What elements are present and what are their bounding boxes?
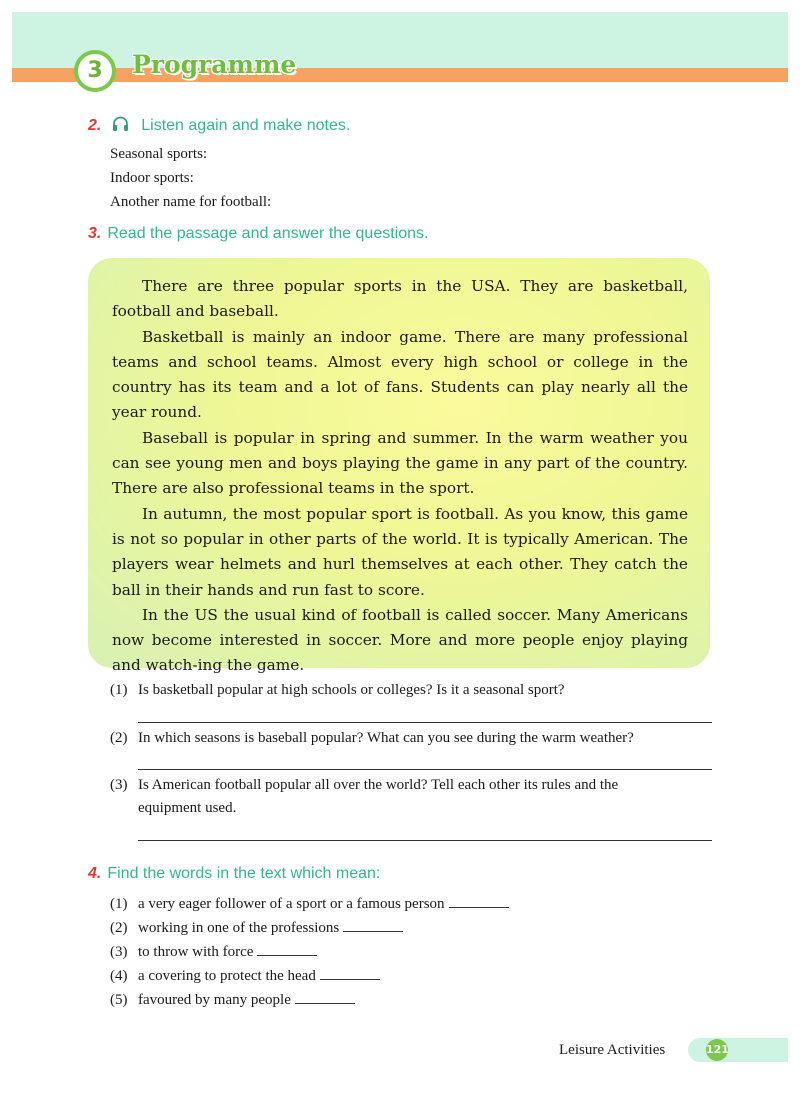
note-football-name: Another name for football: bbox=[110, 194, 272, 210]
exercise-4-heading bbox=[88, 865, 380, 883]
footer-pill bbox=[688, 1038, 788, 1062]
question-1 bbox=[110, 679, 670, 702]
footer-section-label: Leisure Activities bbox=[559, 1042, 666, 1058]
word-item-1-text: a very eager follower of a sport or a famous person bbox=[138, 896, 445, 912]
exercise-2-instruction: Listen again and make notes. bbox=[141, 117, 351, 134]
note-seasonal-sports: Seasonal sports: bbox=[110, 146, 208, 162]
passage-text bbox=[112, 274, 688, 679]
word-blank-1[interactable] bbox=[449, 893, 509, 908]
word-item-3-number: (3) bbox=[110, 944, 128, 960]
word-blank-4[interactable] bbox=[320, 965, 380, 980]
question-1-number: (1) bbox=[110, 682, 128, 698]
unit-title: Programme bbox=[132, 50, 297, 79]
note-indoor-sports: Indoor sports: bbox=[110, 170, 194, 186]
headphones-icon bbox=[112, 116, 129, 132]
word-item-2 bbox=[110, 917, 403, 938]
question-2 bbox=[110, 727, 670, 750]
word-item-3-text: to throw with force bbox=[138, 944, 254, 960]
exercise-4-instruction: Find the words in the text which mean: bbox=[107, 865, 381, 882]
word-item-1-number: (1) bbox=[110, 896, 128, 912]
passage-paragraph: There are three popular sports in the USA. They are basketball, football and baseball. bbox=[112, 277, 688, 321]
exercise-3-instruction: Read the passage and answer the questions. bbox=[107, 225, 429, 242]
passage-paragraph: Baseball is popular in spring and summer. In the warm weather you can see young men and boys playing the game in any part of the country. There are also professional teams in the sport. bbox=[112, 428, 688, 498]
exercise-3-heading bbox=[88, 225, 428, 243]
passage-paragraph: In autumn, the most popular sport is football. As you know, this game is not so popular in other parts of the world. It is typically American. The players wear helmets and hurl themselves at each other. They catch the ball in their hands and run fast to score. bbox=[112, 504, 688, 599]
question-3-text: Is American football popular all over the world? Tell each other its rules and the equipment used. bbox=[138, 777, 619, 816]
word-item-2-text: working in one of the professions bbox=[138, 920, 340, 936]
question-2-number: (2) bbox=[110, 730, 128, 746]
passage-paragraph: In the US the usual kind of football is called soccer. Many Americans now become interested in soccer. More and more people enjoy playing and watch-ing the game. bbox=[112, 605, 688, 675]
answer-line-1[interactable] bbox=[138, 722, 712, 723]
question-2-text: In which seasons is baseball popular? What can you see during the warm weather? bbox=[138, 730, 634, 746]
question-3-number: (3) bbox=[110, 777, 128, 793]
word-blank-3[interactable] bbox=[257, 941, 317, 956]
word-item-4-text: a covering to protect the head bbox=[138, 968, 316, 984]
question-1-text: Is basketball popular at high schools or colleges? Is it a seasonal sport? bbox=[138, 682, 565, 698]
page-number-badge: 121 bbox=[706, 1039, 728, 1061]
passage-box bbox=[88, 258, 710, 675]
word-item-5-number: (5) bbox=[110, 992, 128, 1008]
header-band bbox=[12, 12, 788, 70]
word-item-5 bbox=[110, 989, 355, 1010]
question-3 bbox=[110, 774, 670, 820]
word-item-5-text: favoured by many people bbox=[138, 992, 291, 1008]
word-item-4 bbox=[110, 965, 380, 986]
unit-number-badge: 3 bbox=[74, 50, 116, 92]
exercise-4-number: 4. bbox=[88, 865, 102, 882]
exercise-3-number: 3. bbox=[88, 225, 102, 242]
word-blank-5[interactable] bbox=[295, 989, 355, 1004]
word-item-2-number: (2) bbox=[110, 920, 128, 936]
word-item-1 bbox=[110, 893, 509, 914]
answer-line-2[interactable] bbox=[138, 769, 712, 770]
word-blank-2[interactable] bbox=[343, 917, 403, 932]
exercise-2-number: 2. bbox=[88, 117, 102, 134]
word-item-3 bbox=[110, 941, 317, 962]
answer-line-3[interactable] bbox=[138, 840, 712, 841]
passage-paragraph: Basketball is mainly an indoor game. There are many professional teams and school teams. Almost every high school or college in the country has its team and a lot of fans. Students can play nearly all the year round. bbox=[112, 327, 688, 422]
header-stripe bbox=[12, 68, 788, 82]
word-item-4-number: (4) bbox=[110, 968, 128, 984]
exercise-2-heading bbox=[88, 116, 350, 135]
